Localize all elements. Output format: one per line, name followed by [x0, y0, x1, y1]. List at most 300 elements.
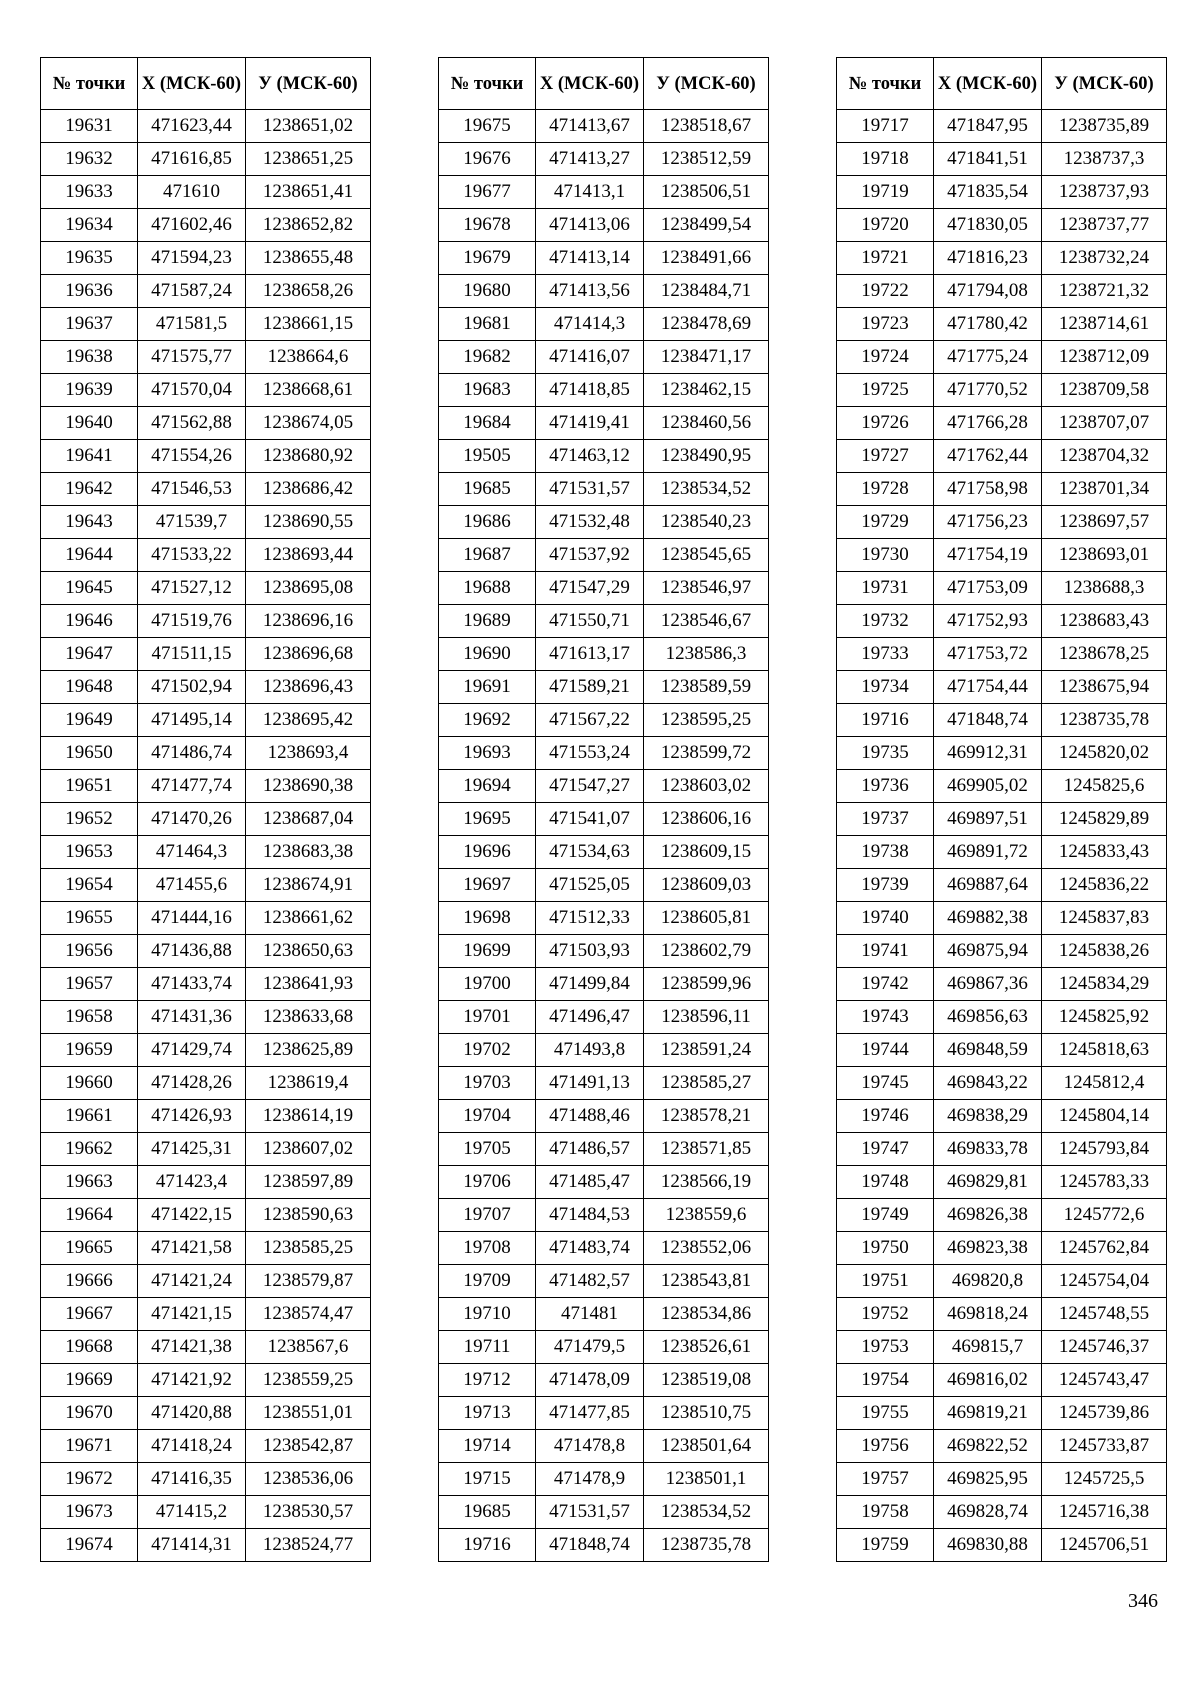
x-coordinate-cell: 471414,3	[536, 308, 644, 341]
point-number-cell: 19731	[837, 572, 934, 605]
table-row	[41, 605, 371, 638]
point-number-cell: 19677	[439, 176, 536, 209]
y-coordinate-cell: 1238491,66	[644, 242, 769, 275]
table-row	[837, 1430, 1167, 1463]
x-coordinate-cell: 471847,95	[934, 110, 1042, 143]
y-coordinate-cell: 1238585,25	[246, 1232, 371, 1265]
table-row	[837, 1133, 1167, 1166]
table-row	[837, 143, 1167, 176]
table-row	[439, 209, 769, 242]
table-row	[41, 407, 371, 440]
y-coordinate-cell: 1238462,15	[644, 374, 769, 407]
table-row	[41, 836, 371, 869]
table-row	[439, 869, 769, 902]
y-coordinate-cell: 1238732,24	[1042, 242, 1167, 275]
point-number-cell: 19742	[837, 968, 934, 1001]
table-row	[41, 638, 371, 671]
table-row	[439, 803, 769, 836]
point-number-cell: 19644	[41, 539, 138, 572]
y-coordinate-cell: 1238460,56	[644, 407, 769, 440]
table-row	[837, 1529, 1167, 1562]
x-coordinate-cell: 469820,8	[934, 1265, 1042, 1298]
table-row	[41, 671, 371, 704]
x-coordinate-cell: 469829,81	[934, 1166, 1042, 1199]
point-number-cell: 19694	[439, 770, 536, 803]
x-coordinate-cell: 471421,58	[138, 1232, 246, 1265]
table-row	[837, 1199, 1167, 1232]
x-coordinate-cell: 469897,51	[934, 803, 1042, 836]
point-number-cell: 19725	[837, 374, 934, 407]
y-coordinate-cell: 1238490,95	[644, 440, 769, 473]
header-y-coordinate: У (МСК-60)	[246, 58, 371, 110]
point-number-cell: 19741	[837, 935, 934, 968]
point-number-cell: 19686	[439, 506, 536, 539]
table-row	[837, 209, 1167, 242]
table-row	[837, 737, 1167, 770]
point-number-cell: 19736	[837, 770, 934, 803]
page-number: 346	[1128, 1590, 1158, 1612]
x-coordinate-cell: 469891,72	[934, 836, 1042, 869]
table-row	[41, 1331, 371, 1364]
x-coordinate-cell: 471463,12	[536, 440, 644, 473]
point-number-cell: 19749	[837, 1199, 934, 1232]
y-coordinate-cell: 1238651,02	[246, 110, 371, 143]
table-row	[837, 1100, 1167, 1133]
x-coordinate-cell: 471519,76	[138, 605, 246, 638]
y-coordinate-cell: 1238599,96	[644, 968, 769, 1001]
table-row	[837, 605, 1167, 638]
x-coordinate-cell: 469882,38	[934, 902, 1042, 935]
y-coordinate-cell: 1238693,4	[246, 737, 371, 770]
table-header-row	[837, 58, 1167, 110]
point-number-cell: 19698	[439, 902, 536, 935]
point-number-cell: 19745	[837, 1067, 934, 1100]
y-coordinate-cell: 1238697,57	[1042, 506, 1167, 539]
x-coordinate-cell: 471587,24	[138, 275, 246, 308]
table-body	[439, 110, 769, 1562]
y-coordinate-cell: 1238696,68	[246, 638, 371, 671]
y-coordinate-cell: 1245793,84	[1042, 1133, 1167, 1166]
y-coordinate-cell: 1238695,42	[246, 704, 371, 737]
x-coordinate-cell: 471794,08	[934, 275, 1042, 308]
x-coordinate-cell: 471431,36	[138, 1001, 246, 1034]
point-number-cell: 19672	[41, 1463, 138, 1496]
x-coordinate-cell: 471415,2	[138, 1496, 246, 1529]
x-coordinate-cell: 471848,74	[934, 704, 1042, 737]
table-row	[41, 737, 371, 770]
table-row	[837, 1364, 1167, 1397]
x-coordinate-cell: 471486,74	[138, 737, 246, 770]
point-number-cell: 19660	[41, 1067, 138, 1100]
x-coordinate-cell: 471413,1	[536, 176, 644, 209]
point-number-cell: 19696	[439, 836, 536, 869]
point-number-cell: 19755	[837, 1397, 934, 1430]
x-coordinate-cell: 471780,42	[934, 308, 1042, 341]
x-coordinate-cell: 471483,74	[536, 1232, 644, 1265]
y-coordinate-cell: 1238735,78	[1042, 704, 1167, 737]
y-coordinate-cell: 1238696,43	[246, 671, 371, 704]
x-coordinate-cell: 471418,24	[138, 1430, 246, 1463]
point-number-cell: 19657	[41, 968, 138, 1001]
table-row	[837, 869, 1167, 902]
point-number-cell: 19679	[439, 242, 536, 275]
header-x-coordinate: Х (МСК-60)	[536, 58, 644, 110]
point-number-cell: 19633	[41, 176, 138, 209]
y-coordinate-cell: 1238579,87	[246, 1265, 371, 1298]
y-coordinate-cell: 1238524,77	[246, 1529, 371, 1562]
x-coordinate-cell: 471436,88	[138, 935, 246, 968]
point-number-cell: 19642	[41, 473, 138, 506]
table-row	[837, 1001, 1167, 1034]
table-row	[439, 143, 769, 176]
table-row	[439, 1232, 769, 1265]
y-coordinate-cell: 1238651,25	[246, 143, 371, 176]
y-coordinate-cell: 1245825,6	[1042, 770, 1167, 803]
x-coordinate-cell: 471531,57	[536, 473, 644, 506]
y-coordinate-cell: 1238499,54	[644, 209, 769, 242]
point-number-cell: 19699	[439, 935, 536, 968]
x-coordinate-cell: 471602,46	[138, 209, 246, 242]
point-number-cell: 19757	[837, 1463, 934, 1496]
x-coordinate-cell: 471485,47	[536, 1166, 644, 1199]
point-number-cell: 19692	[439, 704, 536, 737]
table-row	[439, 737, 769, 770]
point-number-cell: 19715	[439, 1463, 536, 1496]
x-coordinate-cell: 471816,23	[934, 242, 1042, 275]
coordinates-table-2	[438, 57, 769, 1562]
header-y-coordinate: У (МСК-60)	[644, 58, 769, 110]
table-row	[439, 770, 769, 803]
point-number-cell: 19652	[41, 803, 138, 836]
y-coordinate-cell: 1238664,6	[246, 341, 371, 374]
table-header-row	[41, 58, 371, 110]
table-row	[439, 1331, 769, 1364]
point-number-cell: 19663	[41, 1166, 138, 1199]
y-coordinate-cell: 1238506,51	[644, 176, 769, 209]
table-row	[41, 176, 371, 209]
x-coordinate-cell: 471830,05	[934, 209, 1042, 242]
point-number-cell: 19706	[439, 1166, 536, 1199]
point-number-cell: 19670	[41, 1397, 138, 1430]
point-number-cell: 19719	[837, 176, 934, 209]
table-row	[837, 968, 1167, 1001]
table-row	[439, 1199, 769, 1232]
table-row	[41, 572, 371, 605]
point-number-cell: 19701	[439, 1001, 536, 1034]
point-number-cell: 19710	[439, 1298, 536, 1331]
y-coordinate-cell: 1245706,51	[1042, 1529, 1167, 1562]
table-row	[41, 143, 371, 176]
point-number-cell: 19675	[439, 110, 536, 143]
y-coordinate-cell: 1238534,86	[644, 1298, 769, 1331]
table-header-row	[439, 58, 769, 110]
point-number-cell: 19645	[41, 572, 138, 605]
y-coordinate-cell: 1245836,22	[1042, 869, 1167, 902]
point-number-cell: 19680	[439, 275, 536, 308]
point-number-cell: 19695	[439, 803, 536, 836]
x-coordinate-cell: 471418,85	[536, 374, 644, 407]
table-row	[439, 539, 769, 572]
table-row	[439, 341, 769, 374]
y-coordinate-cell: 1238551,01	[246, 1397, 371, 1430]
point-number-cell: 19750	[837, 1232, 934, 1265]
table-row	[439, 902, 769, 935]
y-coordinate-cell: 1238661,15	[246, 308, 371, 341]
y-coordinate-cell: 1245746,37	[1042, 1331, 1167, 1364]
y-coordinate-cell: 1238721,32	[1042, 275, 1167, 308]
y-coordinate-cell: 1238510,75	[644, 1397, 769, 1430]
x-coordinate-cell: 471589,21	[536, 671, 644, 704]
table-row	[837, 341, 1167, 374]
y-coordinate-cell: 1245825,92	[1042, 1001, 1167, 1034]
y-coordinate-cell: 1238512,59	[644, 143, 769, 176]
y-coordinate-cell: 1245754,04	[1042, 1265, 1167, 1298]
table-row	[41, 1529, 371, 1562]
y-coordinate-cell: 1238599,72	[644, 737, 769, 770]
y-coordinate-cell: 1238655,48	[246, 242, 371, 275]
table-row	[41, 770, 371, 803]
point-number-cell: 19673	[41, 1496, 138, 1529]
point-number-cell: 19648	[41, 671, 138, 704]
y-coordinate-cell: 1238696,16	[246, 605, 371, 638]
table-row	[837, 275, 1167, 308]
point-number-cell: 19746	[837, 1100, 934, 1133]
y-coordinate-cell: 1238609,15	[644, 836, 769, 869]
point-number-cell: 19758	[837, 1496, 934, 1529]
x-coordinate-cell: 471429,74	[138, 1034, 246, 1067]
table-row	[837, 836, 1167, 869]
point-number-cell: 19759	[837, 1529, 934, 1562]
y-coordinate-cell: 1238542,87	[246, 1430, 371, 1463]
point-number-cell: 19665	[41, 1232, 138, 1265]
x-coordinate-cell: 469838,29	[934, 1100, 1042, 1133]
x-coordinate-cell: 471496,47	[536, 1001, 644, 1034]
table-row	[439, 176, 769, 209]
point-number-cell: 19666	[41, 1265, 138, 1298]
y-coordinate-cell: 1238674,05	[246, 407, 371, 440]
point-number-cell: 19671	[41, 1430, 138, 1463]
y-coordinate-cell: 1238534,52	[644, 473, 769, 506]
table-row	[837, 308, 1167, 341]
table-row	[439, 440, 769, 473]
y-coordinate-cell: 1238633,68	[246, 1001, 371, 1034]
x-coordinate-cell: 471425,31	[138, 1133, 246, 1166]
y-coordinate-cell: 1238693,44	[246, 539, 371, 572]
table-row	[837, 572, 1167, 605]
point-number-cell: 19650	[41, 737, 138, 770]
y-coordinate-cell: 1238619,4	[246, 1067, 371, 1100]
table-row	[439, 638, 769, 671]
point-number-cell: 19729	[837, 506, 934, 539]
table-row	[837, 1265, 1167, 1298]
point-number-cell: 19688	[439, 572, 536, 605]
table-row	[41, 1067, 371, 1100]
point-number-cell: 19681	[439, 308, 536, 341]
y-coordinate-cell: 1238540,23	[644, 506, 769, 539]
x-coordinate-cell: 471770,52	[934, 374, 1042, 407]
x-coordinate-cell: 471547,29	[536, 572, 644, 605]
table-body	[837, 110, 1167, 1562]
y-coordinate-cell: 1245834,29	[1042, 968, 1167, 1001]
table-row	[837, 1496, 1167, 1529]
table-row	[837, 473, 1167, 506]
point-number-cell: 19735	[837, 737, 934, 770]
x-coordinate-cell: 471503,93	[536, 935, 644, 968]
table-row	[41, 1034, 371, 1067]
table-row	[837, 803, 1167, 836]
y-coordinate-cell: 1238484,71	[644, 275, 769, 308]
point-number-cell: 19740	[837, 902, 934, 935]
point-number-cell: 19641	[41, 440, 138, 473]
y-coordinate-cell: 1238518,67	[644, 110, 769, 143]
point-number-cell: 19744	[837, 1034, 934, 1067]
point-number-cell: 19684	[439, 407, 536, 440]
table-row	[837, 1166, 1167, 1199]
table-row	[439, 1364, 769, 1397]
y-coordinate-cell: 1245783,33	[1042, 1166, 1167, 1199]
x-coordinate-cell: 471511,15	[138, 638, 246, 671]
x-coordinate-cell: 471477,85	[536, 1397, 644, 1430]
point-number-cell: 19711	[439, 1331, 536, 1364]
point-number-cell: 19703	[439, 1067, 536, 1100]
point-number-cell: 19668	[41, 1331, 138, 1364]
y-coordinate-cell: 1238737,93	[1042, 176, 1167, 209]
y-coordinate-cell: 1238501,1	[644, 1463, 769, 1496]
y-coordinate-cell: 1238571,85	[644, 1133, 769, 1166]
y-coordinate-cell: 1238707,07	[1042, 407, 1167, 440]
y-coordinate-cell: 1238590,63	[246, 1199, 371, 1232]
y-coordinate-cell: 1238712,09	[1042, 341, 1167, 374]
table-row	[439, 1166, 769, 1199]
x-coordinate-cell: 471753,72	[934, 638, 1042, 671]
table-row	[439, 374, 769, 407]
x-coordinate-cell: 471420,88	[138, 1397, 246, 1430]
x-coordinate-cell: 471553,24	[536, 737, 644, 770]
y-coordinate-cell: 1238687,04	[246, 803, 371, 836]
table-row	[837, 506, 1167, 539]
table-row	[837, 704, 1167, 737]
y-coordinate-cell: 1238737,77	[1042, 209, 1167, 242]
point-number-cell: 19709	[439, 1265, 536, 1298]
table-row	[439, 110, 769, 143]
y-coordinate-cell: 1238735,89	[1042, 110, 1167, 143]
y-coordinate-cell: 1238605,81	[644, 902, 769, 935]
table-row	[439, 275, 769, 308]
x-coordinate-cell: 471416,35	[138, 1463, 246, 1496]
x-coordinate-cell: 469848,59	[934, 1034, 1042, 1067]
table-row	[41, 1199, 371, 1232]
y-coordinate-cell: 1238559,25	[246, 1364, 371, 1397]
point-number-cell: 19640	[41, 407, 138, 440]
point-number-cell: 19505	[439, 440, 536, 473]
point-number-cell: 19676	[439, 143, 536, 176]
x-coordinate-cell: 471413,14	[536, 242, 644, 275]
x-coordinate-cell: 471484,53	[536, 1199, 644, 1232]
table-row	[439, 242, 769, 275]
x-coordinate-cell: 471575,77	[138, 341, 246, 374]
point-number-cell: 19705	[439, 1133, 536, 1166]
table-row	[439, 1067, 769, 1100]
x-coordinate-cell: 471546,53	[138, 473, 246, 506]
table-row	[41, 803, 371, 836]
table-row	[439, 1529, 769, 1562]
y-coordinate-cell: 1238546,67	[644, 605, 769, 638]
point-number-cell: 19678	[439, 209, 536, 242]
table-row	[41, 275, 371, 308]
y-coordinate-cell: 1238641,93	[246, 968, 371, 1001]
x-coordinate-cell: 471493,8	[536, 1034, 644, 1067]
x-coordinate-cell: 471570,04	[138, 374, 246, 407]
x-coordinate-cell: 471419,41	[536, 407, 644, 440]
x-coordinate-cell: 471479,5	[536, 1331, 644, 1364]
x-coordinate-cell: 471423,4	[138, 1166, 246, 1199]
table-row	[41, 242, 371, 275]
point-number-cell: 19656	[41, 935, 138, 968]
y-coordinate-cell: 1238606,16	[644, 803, 769, 836]
table-row	[41, 1397, 371, 1430]
y-coordinate-cell: 1238526,61	[644, 1331, 769, 1364]
x-coordinate-cell: 471562,88	[138, 407, 246, 440]
table-row	[41, 1100, 371, 1133]
x-coordinate-cell: 469905,02	[934, 770, 1042, 803]
y-coordinate-cell: 1238578,21	[644, 1100, 769, 1133]
point-number-cell: 19714	[439, 1430, 536, 1463]
x-coordinate-cell: 471533,22	[138, 539, 246, 572]
x-coordinate-cell: 471754,19	[934, 539, 1042, 572]
y-coordinate-cell: 1238625,89	[246, 1034, 371, 1067]
point-number-cell: 19687	[439, 539, 536, 572]
point-number-cell: 19730	[837, 539, 934, 572]
x-coordinate-cell: 469833,78	[934, 1133, 1042, 1166]
point-number-cell: 19721	[837, 242, 934, 275]
point-number-cell: 19643	[41, 506, 138, 539]
y-coordinate-cell: 1245772,6	[1042, 1199, 1167, 1232]
x-coordinate-cell: 469830,88	[934, 1529, 1042, 1562]
y-coordinate-cell: 1238597,89	[246, 1166, 371, 1199]
y-coordinate-cell: 1238530,57	[246, 1496, 371, 1529]
y-coordinate-cell: 1238603,02	[644, 770, 769, 803]
table-row	[837, 902, 1167, 935]
y-coordinate-cell: 1238586,3	[644, 638, 769, 671]
point-number-cell: 19639	[41, 374, 138, 407]
point-number-cell: 19631	[41, 110, 138, 143]
x-coordinate-cell: 471550,71	[536, 605, 644, 638]
y-coordinate-cell: 1245804,14	[1042, 1100, 1167, 1133]
table-row	[439, 1034, 769, 1067]
y-coordinate-cell: 1238546,97	[644, 572, 769, 605]
y-coordinate-cell: 1238658,26	[246, 275, 371, 308]
point-number-cell: 19638	[41, 341, 138, 374]
y-coordinate-cell: 1238686,42	[246, 473, 371, 506]
x-coordinate-cell: 471752,93	[934, 605, 1042, 638]
point-number-cell: 19713	[439, 1397, 536, 1430]
table-row	[837, 407, 1167, 440]
y-coordinate-cell: 1238693,01	[1042, 539, 1167, 572]
x-coordinate-cell: 469823,38	[934, 1232, 1042, 1265]
x-coordinate-cell: 471481	[536, 1298, 644, 1331]
x-coordinate-cell: 471413,06	[536, 209, 644, 242]
x-coordinate-cell: 471532,48	[536, 506, 644, 539]
y-coordinate-cell: 1245725,5	[1042, 1463, 1167, 1496]
x-coordinate-cell: 469825,95	[934, 1463, 1042, 1496]
point-number-cell: 19646	[41, 605, 138, 638]
x-coordinate-cell: 471416,07	[536, 341, 644, 374]
x-coordinate-cell: 469822,52	[934, 1430, 1042, 1463]
point-number-cell: 19726	[837, 407, 934, 440]
x-coordinate-cell: 471848,74	[536, 1529, 644, 1562]
point-number-cell: 19732	[837, 605, 934, 638]
y-coordinate-cell: 1245762,84	[1042, 1232, 1167, 1265]
